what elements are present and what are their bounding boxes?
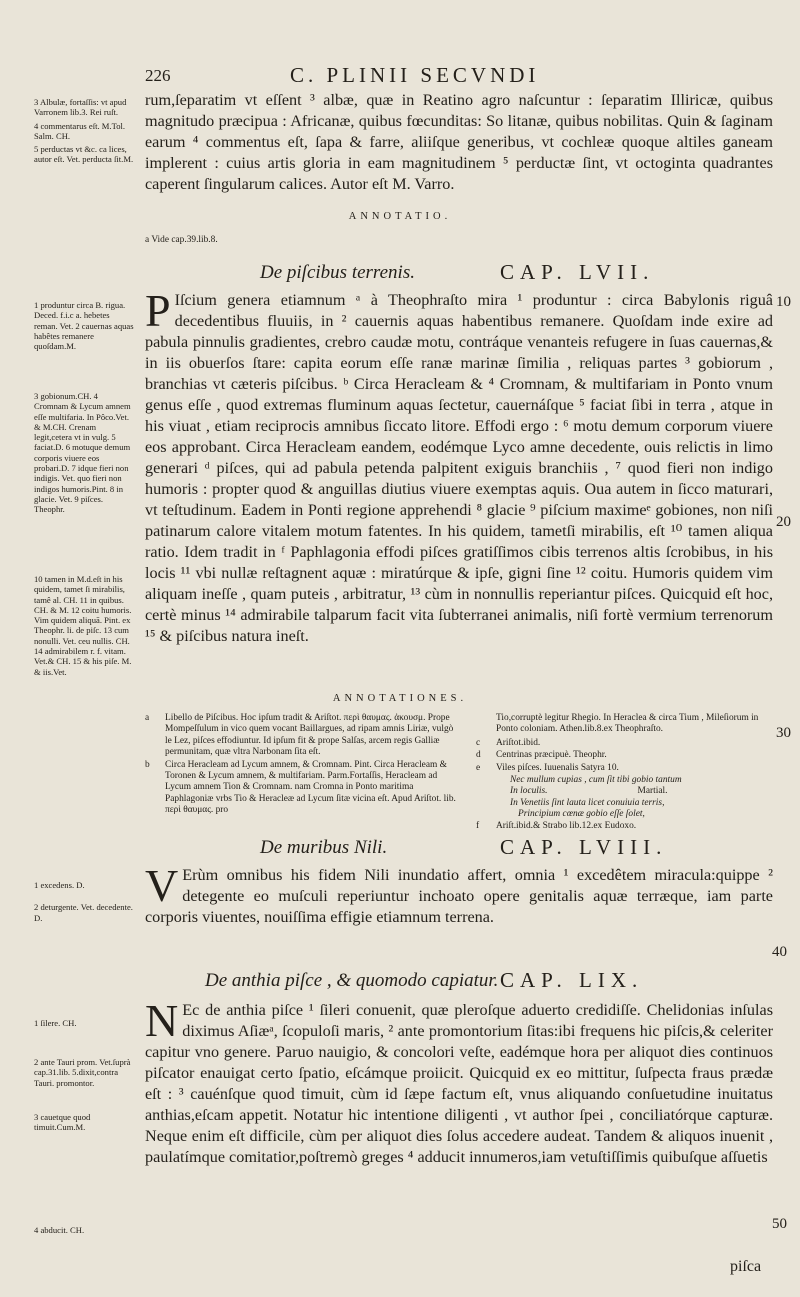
annotation-entry: a Libello de Piſcibus. Hoc ipſum tradit & Ariſtot. περὶ θαυμας. ἀκουσμ. Prope Mompeſſulum in vico quem vocant Baillargues, ad ripam amnis Liriæ, vulgò le Lez, piſces effodiuntur. Id ipſum fit & prope Salſas, arcem regis Galliæ permunitam, quæ vltra Narbonam ſita eſt. (145, 713, 454, 758)
intro-paragraph (145, 90, 773, 195)
drop-cap: P (145, 285, 171, 336)
chapter-59-text: Ec de anthia piſce ¹ ſileri conuenit, quæ pleroſque aduerto credidiſſe. Chelidonias inſulas diximus Aſiæᵃ, ſcopuloſi maris, ² ante promontorium ſitas:ibi frequens hic piſcis,& celeriter capitur vno genere. Paruo nauigio, & concolori veſte, eadémque hora per aliquot dies continuos piſcator enauigat certo ſpatio, eſcámque proiicit. Quicquid ex eo mittitur, ſuſpecta fraus prædæ eſt : ³ cauénſque quod timuit, cùm id ſæpe factum eſt, vnus aliquando conſuetudine inuitatus anthias,eſcam appetit. Notatur hic intentione diligenti , vt author ſpei , conciliatórque capturæ. Neque enim eſt difficile, cùm per aliquot dies ſolus accedere audeat. Tandem & aliquos inuenit , paulatímque comitatior,poſtremò greges ⁴ adducit innumeros,iam vetuſtiſſimis quibuſque aſſuetis (145, 1001, 773, 1166)
line-marker: 10 (776, 294, 791, 310)
side-note: 2 ante Tauri prom. Vet.ſuprà cap.31.lib. 5.dixit,contra Tauri. promontor. (34, 1057, 131, 1088)
line-marker: 40 (772, 944, 787, 960)
drop-cap: N (145, 995, 179, 1046)
annotationes-heading: ANNOTATIONES. (332, 693, 468, 704)
side-note: 5 perductas vt &c. ca lices, autor eſt. Vet. perducta ſit.M. (34, 144, 134, 165)
line-marker: 50 (772, 1216, 787, 1232)
chapter-number: CAP. LVII. (500, 260, 655, 284)
chapter-59-body (145, 995, 773, 1168)
annotation-entry: b Circa Heracleam ad Lycum amnem, & Cromnam. Pint. Circa Heracleam & Toronen & Lycum amnem, & multifariam. Parm.Fortaſſis, Heracleam ad Lycum amnem Tion & Cromnam. nam Cromna in Ponto maritima Paphlagoniæ vrbs Tio & Heracleæ ad Lycum ſitæ vicina eſt. Apud Ariſtot. lib. περὶ θαυμας. pro (145, 759, 456, 816)
annotationes-left-column (145, 713, 463, 818)
chapter-58-body (145, 860, 773, 928)
drop-cap: V (145, 860, 179, 911)
chapter-58-text: Erùm omnibus his fidem Nili inundatio affert, omnia ¹ excedêtem miracula:quippe ² detegente eo muſculi reperiuntur inchoato opere genitalis aquæ terræque, iam parte corporis viuentes, nouiſſima effigie etiamnum terrena. (145, 866, 773, 926)
chapter-57-text: Iſcium genera etiamnum ᵃ à Theophraſto mira ¹ produntur : circa Babylonis riguâ decedentibus fluuiis, in ² cauernis aquas habentibus remanere. Quoſdam inde exire ad pabula pinnulis gradientes, crebro caudæ motu, contráque venanteis refugere in ſuas cauernas,& in iis obuerſos ſtare: capita eorum eſſe ranæ marinæ ſimilia , reliquas partes ³ gobiorum , branchias vt cæteris piſcibus. ᵇ Circa Heracleam & ⁴ Cromnam, & multifariam in Ponto vnum genus eſſe , quod extremas fluminum aquas ſectetur, cauernáſque ⁵ faciat ſibi in terra , atque in his viuat , etiam reciprocis amnibus ſiccato litore. Effodi ergo : ⁶ motu demum corporum viuere eos approbant. Circa Heracleam eandem, eodémque Lyco amne decedente, ouis relictis in limo generari ᵈ piſces, qui ad pabula petenda palpitent exiguis branchiis , ⁷ quod fieri non indigo humoris : propter quod & anguillas diutius viuere exemptas aquis. Oua autem in ſicco maturari, vt teſtudinum. Eadem in Ponti regione apprehendi ⁸ glacie ⁹ piſcium maximeᵉ gobiones, non niſi patinarum calore vitalem motum fatentes. In his quidem, tametſi mirabilis, eſt ¹⁰ tamen aliqua ratio. Idem tradit in ᶠ Paphlagonia effodi piſces gratiſſimos cibis terrenos altis ſcrobibus, in his locis ¹¹ vbi nullæ reſtagnent aquæ : miratúrque & ipſe, gigni ſine ¹² coitu. Humoris quidem vim aliquam ineſſe , quam puteis , arbitratur, ¹³ cùm in nonnullis reperiantur piſces. Quicquid eſt hoc, certè minus ¹⁴ admirabile talparum facit vita ſubterranei animalis, niſi fortè vermium terrenorum ¹⁵ & piſcibus natura ineſt. (145, 291, 773, 645)
page-number: 226 (145, 66, 171, 85)
chapter-title: De anthia piſce , & quomodo capiatur. (205, 970, 499, 991)
side-note: 4 abducit. CH. (34, 1225, 85, 1235)
side-note: 4 commentarus eſt. M.Tol. Salm. CH. (34, 120, 126, 141)
annotationes-right-column (476, 713, 768, 833)
line-marker: 30 (776, 725, 791, 741)
side-note: 3 cauetque quod timuit.Cum.M. (34, 1112, 91, 1133)
verse-attribution: Martial. (637, 786, 668, 797)
side-note: 1 ſilere. CH. (34, 1018, 77, 1028)
side-notes-intro (34, 97, 134, 168)
annotation-entry: c Ariſtot.ibid. (476, 737, 541, 748)
running-title: C. PLINII SECVNDI (290, 63, 540, 87)
annotation-entry: e Viles piſces. Iuuenalis Satyra 10. (476, 762, 619, 773)
annotatio-heading: ANNOTATIO. (348, 211, 452, 222)
side-notes-ch58 (34, 880, 134, 926)
line-marker: 20 (776, 514, 791, 530)
annotatio-note: a Vide cap.39.lib.8. (145, 235, 218, 245)
side-note: 3 gobionum.CH. 4 Cromnam & Lycum amnem eſſe multifaria. In Pôco.Vet. & M.CH. Crenam legit,cetera vt in vulg. 5 faciat.D. 6 motuque demum corporis viuere eos probari.D. 7 idque fieri non indigis. Vet. quo fieri non indigos humoris.Pint. 8 in glacie. Vet. 9 piſces. Theophr. (34, 391, 131, 515)
chapter-title: De muribus Nili. (260, 837, 388, 858)
side-note: 10 tamen in M.d.eſt in his quidem, tamet ſi mirabilis, tamê al. CH. 11 in quibus. CH. & M. 12 coitu humoris. Vim quidem aliquā. Pint. ex Theophr. li. de piſc. 13 cum nonulli. Vet. ceu nullis. CH. 14 admirabilem r. f. vitam. Vet.& CH. 15 & his piſe. M. & iis.Vet. (34, 574, 132, 677)
chapter-title: De piſcibus terrenis. (260, 262, 415, 283)
side-notes-ch59 (34, 1018, 134, 1238)
chapter-number: CAP. LVIII. (500, 835, 668, 859)
intro-text: rum,ſeparatim vt eſſent ³ albæ, quæ in Reatino agro naſcuntur : ſeparatim Illiricæ, quibus magnitudo præcipua : Africanæ, quibus fœcunditas: So litanæ, quibus nobilitas. Quin & ſaginam earum ⁴ commentus eſt, ſapa & farre, aliiſque generibus, vt cochleæ quoque altiles ganeam implerent : cuius artis gloria in eam magnitudinem ⁵ perductæ ſint, vt octoginta quadrantes caperent ſingularum calices. Autor eſt M. Varro. (145, 91, 773, 193)
chapter-number: CAP. LIX. (500, 968, 644, 992)
annotation-continuation: Tio,corruptè legitur Rhegio. In Heraclea & circa Tium , Mileſiorum in Ponto coloniam. Athen.lib.8.ex Theophraſto. (496, 713, 759, 735)
annotation-entry: f Ariſt.ibid.& Strabo lib.12.ex Eudoxo. (476, 820, 637, 831)
side-note: 3 Albulæ, fortaſſis: vt apud Varronem lib.3. Rei ruſt. (34, 97, 127, 118)
side-note: 1 excedens. D. (34, 880, 85, 890)
quoted-verses: Nec mullum cupias , cum ſit tibi gobio tantum In loculis. Martial. In Venetiis ſint lauta licet conuiuia terris, Principium cœnæ gobio eſſe ſolet, (510, 775, 682, 820)
chapter-57-body (145, 285, 773, 647)
side-note: 1 produntur circa B. rigua. Deced. f.i.c a. hebetes reman. Vet. 2 cauernas aquas habêtes remanere quoſdam.M. (34, 300, 134, 352)
annotation-entry: d Centrinas præcipuè. Theophr. (476, 750, 607, 761)
side-note: 2 deturgente. Vet. decedente. D. (34, 902, 133, 923)
catchword: piſca (730, 1258, 762, 1275)
side-notes-ch57 (34, 300, 134, 680)
